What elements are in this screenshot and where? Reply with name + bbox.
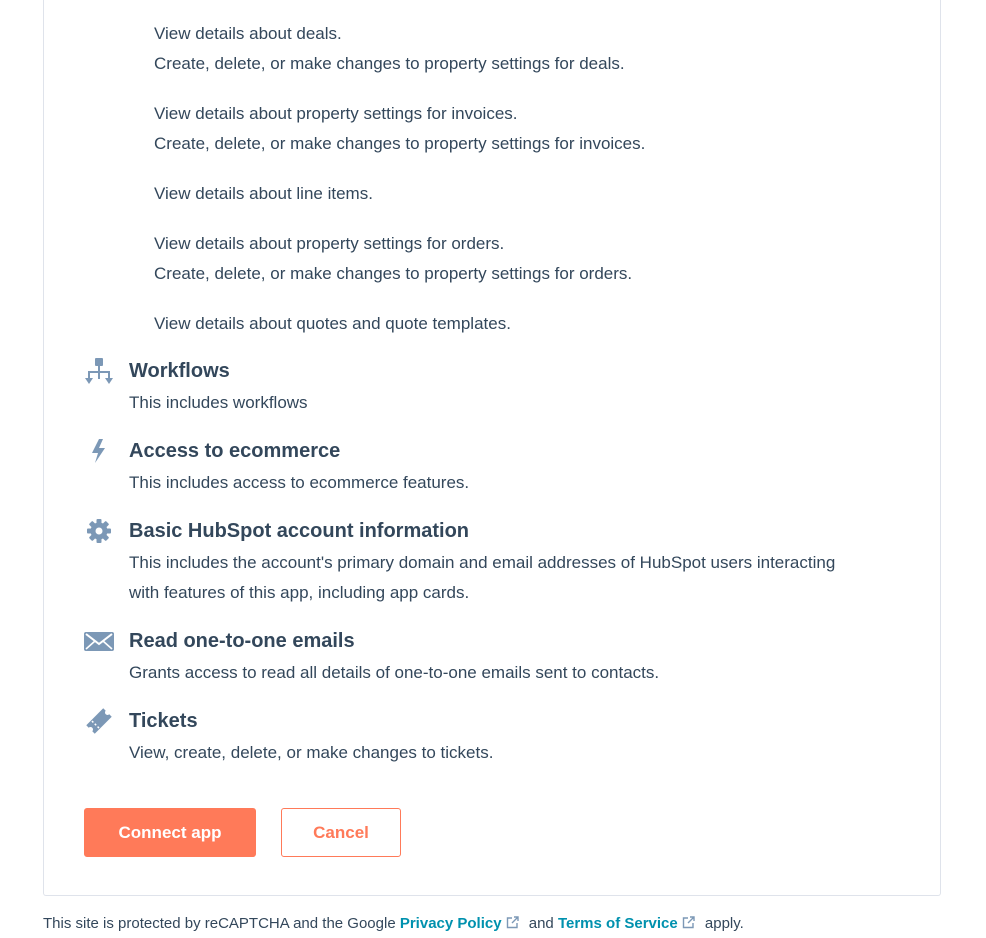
gear-icon — [84, 516, 114, 546]
lightning-icon — [84, 436, 114, 466]
line-items-permission-group — [154, 179, 373, 209]
scope-title: Access to ecommerce — [129, 440, 341, 462]
footer-and: and — [528, 915, 554, 932]
permission-detail: View details about property settings for invoices. — [154, 104, 518, 123]
external-link-icon — [506, 913, 519, 926]
scope-description: This includes the account's primary domain and email addresses of HubSpot users interacting with features of this app, including app cards. — [129, 553, 836, 602]
invoices-permission-group — [154, 99, 645, 159]
ticket-icon — [84, 706, 114, 736]
envelope-icon — [84, 626, 114, 656]
scope-description: View, create, delete, or make changes to tickets. — [129, 743, 494, 762]
permission-detail: View details about property settings for orders. — [154, 234, 505, 253]
permission-detail: View details about line items. — [154, 184, 373, 203]
permission-detail: Create, delete, or make changes to property settings for invoices. — [154, 134, 646, 153]
quotes-permission-group — [154, 309, 511, 339]
footer-suffix: apply. — [704, 915, 744, 932]
scope-title: Read one-to-one emails — [129, 630, 355, 652]
recaptcha-notice — [43, 912, 744, 936]
terms-of-service-label: Terms of Service — [557, 915, 678, 932]
deals-permission-group — [154, 19, 625, 79]
scope-title: Basic HubSpot account information — [129, 520, 470, 542]
terms-of-service-link[interactable] — [558, 915, 701, 932]
scope-description: Grants access to read all details of one-to-one emails sent to contacts. — [129, 663, 660, 682]
orders-permission-group — [154, 229, 632, 289]
cancel-button[interactable]: Cancel — [281, 808, 401, 857]
permission-detail: View details about quotes and quote templates. — [154, 314, 511, 333]
permission-detail: Create, delete, or make changes to property settings for deals. — [154, 54, 625, 73]
connect-app-button[interactable]: Connect app — [84, 808, 256, 857]
privacy-policy-link[interactable] — [400, 915, 525, 932]
permission-detail: Create, delete, or make changes to property settings for orders. — [154, 264, 633, 283]
workflow-icon — [84, 356, 114, 386]
permission-detail: View details about deals. — [154, 24, 342, 43]
privacy-policy-label: Privacy Policy — [399, 915, 502, 932]
external-link-icon — [682, 913, 695, 926]
footer-prefix: This site is protected by reCAPTCHA and the Google — [43, 915, 396, 932]
scope-description: This includes workflows — [129, 393, 308, 412]
scope-description: This includes access to ecommerce features. — [129, 473, 470, 492]
scope-title: Tickets — [129, 710, 198, 732]
scope-title: Workflows — [129, 360, 230, 382]
